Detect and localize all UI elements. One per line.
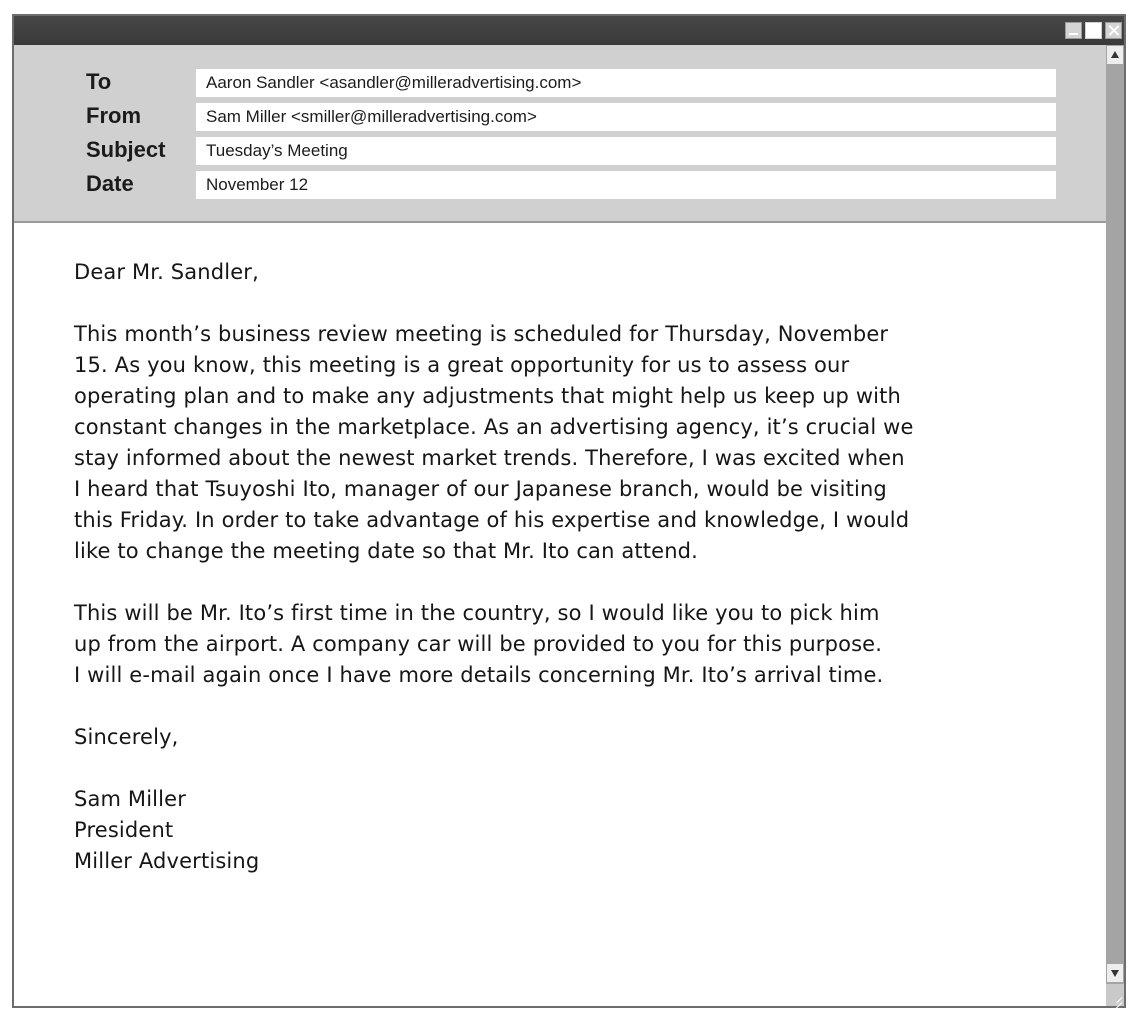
signature-title: President [74,818,174,842]
minimize-icon[interactable] [1065,22,1082,39]
from-row [14,101,1106,131]
body-paragraph-1: This month’s business review meeting is scheduled for Thursday, November 15. As you know, this meeting is a great opportunity for us to assess our operating plan and to make any adjustments that might help us keep up with constant changes in the marketplace. As an advertising agency, it’s crucial we stay informed about the newest market trends. Therefore, I was excited when I heard that Tsuyoshi Ito, manager of our Japanese branch, would be visiting this Friday. In order to take advantage of his expertise and knowledge, I would like to change the meeting date so that Mr. Ito can attend. [74,322,914,563]
to-row [14,67,1106,97]
close-icon[interactable] [1105,22,1122,39]
subject-row [14,135,1106,165]
resize-grip-icon[interactable] [1106,984,1124,1006]
vertical-scrollbar[interactable] [1106,45,1124,1006]
date-row [14,169,1106,199]
subject-field[interactable]: Tuesday’s Meeting [196,137,1056,165]
from-label: From [86,103,141,128]
scroll-up-icon[interactable] [1107,46,1123,64]
scroll-down-icon[interactable] [1107,964,1123,982]
email-body [74,257,1074,877]
closing: Sincerely, [74,725,179,749]
signature-name: Sam Miller [74,787,187,811]
email-header-panel [14,45,1106,223]
from-field[interactable]: Sam Miller <smiller@milleradvertising.com> [196,103,1056,131]
window-controls [1065,22,1122,39]
subject-label: Subject [86,137,166,162]
signature-company: Miller Advertising [74,849,260,873]
to-field[interactable]: Aaron Sandler <asandler@milleradvertising.com> [196,69,1056,97]
date-field[interactable]: November 12 [196,171,1056,199]
greeting: Dear Mr. Sandler, [74,260,259,284]
to-label: To [86,69,112,94]
title-bar[interactable] [14,16,1124,45]
date-label: Date [86,171,134,196]
body-paragraph-2: This will be Mr. Ito’s first time in the country, so I would like you to pick him up from the airport. A company car will be provided to you for this purpose. I will e-mail again once I have more details concerning Mr. Ito’s arrival time. [74,601,884,687]
maximize-icon[interactable] [1085,22,1102,39]
